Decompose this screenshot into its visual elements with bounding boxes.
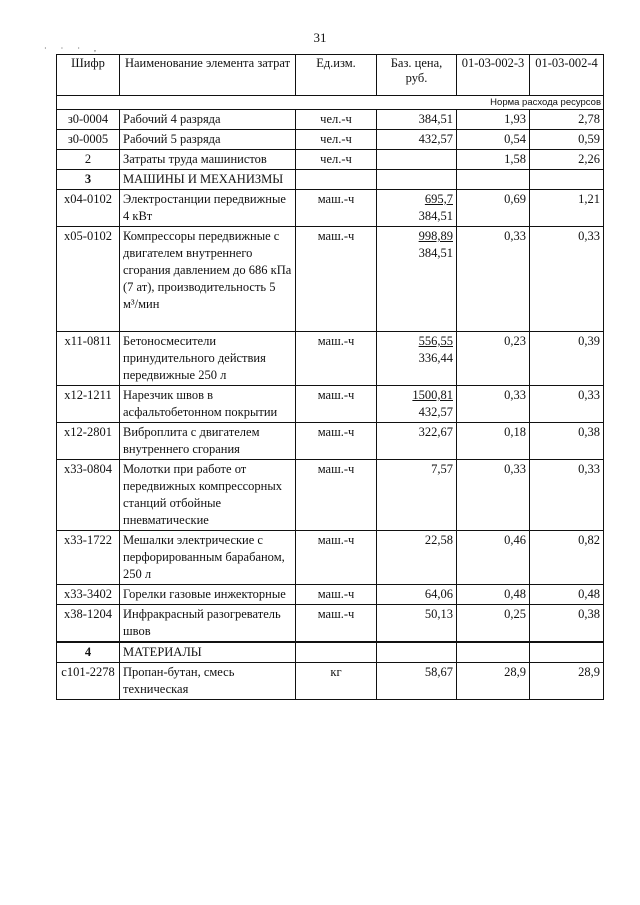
row-col-a: 0,33 bbox=[457, 460, 530, 531]
row-col-a: 0,48 bbox=[457, 585, 530, 605]
row-name: Бетоносмесители принудительного действия передвижные 250 л bbox=[120, 332, 296, 386]
header-name: Наименование элемента затрат bbox=[120, 55, 296, 96]
table-row bbox=[57, 605, 604, 643]
row-code: х05-0102 bbox=[57, 227, 120, 332]
row-name: Рабочий 5 разряда bbox=[120, 130, 296, 150]
row-col-a: 1,93 bbox=[457, 110, 530, 130]
row-code: 2 bbox=[57, 150, 120, 170]
header-unit: Ед.изм. bbox=[296, 55, 377, 96]
price-main: 998,89 bbox=[418, 229, 453, 243]
row-code: х33-3402 bbox=[57, 585, 120, 605]
row-price: 58,67 bbox=[377, 663, 457, 700]
row-unit: маш.-ч bbox=[296, 386, 377, 423]
header-price: Баз. цена, руб. bbox=[377, 55, 457, 96]
row-price: 322,67 bbox=[377, 423, 457, 460]
row-code: х12-1211 bbox=[57, 386, 120, 423]
norm-row bbox=[57, 96, 604, 110]
norm-label: Норма расхода ресурсов bbox=[57, 96, 604, 110]
row-col-b: 1,21 bbox=[530, 190, 604, 227]
row-price: 50,13 bbox=[377, 605, 457, 643]
row-col-b: 0,33 bbox=[530, 386, 604, 423]
row-code: х38-1204 bbox=[57, 605, 120, 643]
table-row bbox=[57, 130, 604, 150]
row-col-a: 0,18 bbox=[457, 423, 530, 460]
row-code: х33-0804 bbox=[57, 460, 120, 531]
scan-specks: · · · , bbox=[44, 44, 102, 53]
row-price: 432,57 bbox=[377, 130, 457, 150]
section-row bbox=[57, 170, 604, 190]
table-row bbox=[57, 110, 604, 130]
row-col-a: 0,23 bbox=[457, 332, 530, 386]
table-row bbox=[57, 531, 604, 585]
row-col-b: 0,82 bbox=[530, 531, 604, 585]
row-col-a: 0,33 bbox=[457, 386, 530, 423]
row-code: х33-1722 bbox=[57, 531, 120, 585]
row-price bbox=[377, 190, 457, 227]
price-sub: 384,51 bbox=[418, 246, 453, 260]
section-number: 3 bbox=[57, 170, 120, 190]
row-unit: маш.-ч bbox=[296, 605, 377, 643]
row-name: Инфракрасный разогреватель швов bbox=[120, 605, 296, 643]
row-col-a: 0,54 bbox=[457, 130, 530, 150]
row-col-b: 0,39 bbox=[530, 332, 604, 386]
row-col-a: 1,58 bbox=[457, 150, 530, 170]
price-sub: 432,57 bbox=[418, 405, 453, 419]
price-main: 556,55 bbox=[418, 334, 453, 348]
row-code: з0-0004 bbox=[57, 110, 120, 130]
row-col-b: 2,78 bbox=[530, 110, 604, 130]
row-name: Пропан-бутан, смесь техническая bbox=[120, 663, 296, 700]
price-main: 695,7 bbox=[424, 192, 453, 206]
row-col-b: 0,59 bbox=[530, 130, 604, 150]
row-col-a: 0,25 bbox=[457, 605, 530, 643]
table-row bbox=[57, 663, 604, 700]
price-sub: 336,44 bbox=[418, 351, 453, 365]
row-col-b: 0,33 bbox=[530, 460, 604, 531]
row-code: х12-2801 bbox=[57, 423, 120, 460]
table-row bbox=[57, 460, 604, 531]
row-code: х04-0102 bbox=[57, 190, 120, 227]
section-title: МАШИНЫ И МЕХАНИЗМЫ bbox=[120, 170, 296, 190]
row-name: Компрессоры передвижные с двигателем внутреннего сгорания давлением до 686 кПа (7 ат), производительность 5 м³/мин bbox=[120, 227, 296, 332]
table-row bbox=[57, 423, 604, 460]
row-name: Нарезчик швов в асфальтобетонном покрытии bbox=[120, 386, 296, 423]
row-price: 22,58 bbox=[377, 531, 457, 585]
price-main: 1500,81 bbox=[412, 388, 453, 402]
row-unit: чел.-ч bbox=[296, 110, 377, 130]
row-name: Мешалки электрические с перфорированным барабаном, 250 л bbox=[120, 531, 296, 585]
row-name: Рабочий 4 разряда bbox=[120, 110, 296, 130]
row-col-b: 0,33 bbox=[530, 227, 604, 332]
row-col-a: 0,33 bbox=[457, 227, 530, 332]
row-unit: маш.-ч bbox=[296, 531, 377, 585]
row-col-b: 0,38 bbox=[530, 423, 604, 460]
row-unit: кг bbox=[296, 663, 377, 700]
row-price bbox=[377, 386, 457, 423]
row-name: Электростанции передвижные 4 кВт bbox=[120, 190, 296, 227]
row-unit: маш.-ч bbox=[296, 190, 377, 227]
row-unit: маш.-ч bbox=[296, 227, 377, 332]
row-name: Затраты труда машинистов bbox=[120, 150, 296, 170]
row-unit: маш.-ч bbox=[296, 460, 377, 531]
row-price: 7,57 bbox=[377, 460, 457, 531]
table-row bbox=[57, 386, 604, 423]
section-number: 4 bbox=[57, 642, 120, 663]
section-title: МАТЕРИАЛЫ bbox=[120, 642, 296, 663]
table-row bbox=[57, 332, 604, 386]
price-sub: 384,51 bbox=[418, 209, 453, 223]
table-row bbox=[57, 150, 604, 170]
resource-rates-table bbox=[56, 54, 604, 700]
row-code: с101-2278 bbox=[57, 663, 120, 700]
header-col-b: 01-03-002-4 bbox=[530, 55, 604, 96]
row-col-a: 0,69 bbox=[457, 190, 530, 227]
row-price: 64,06 bbox=[377, 585, 457, 605]
row-col-b: 0,48 bbox=[530, 585, 604, 605]
table-row bbox=[57, 227, 604, 332]
row-col-a: 28,9 bbox=[457, 663, 530, 700]
row-price bbox=[377, 227, 457, 332]
row-code: х11-0811 bbox=[57, 332, 120, 386]
table-row bbox=[57, 585, 604, 605]
page-number: 31 bbox=[313, 30, 327, 45]
header-row bbox=[57, 55, 604, 96]
row-col-b: 0,38 bbox=[530, 605, 604, 643]
row-unit: маш.-ч bbox=[296, 423, 377, 460]
header-code: Шифр bbox=[57, 55, 120, 96]
row-code: з0-0005 bbox=[57, 130, 120, 150]
row-col-b: 2,26 bbox=[530, 150, 604, 170]
table-row bbox=[57, 190, 604, 227]
row-price bbox=[377, 150, 457, 170]
row-unit: чел.-ч bbox=[296, 130, 377, 150]
row-unit: чел.-ч bbox=[296, 150, 377, 170]
row-unit: маш.-ч bbox=[296, 585, 377, 605]
row-unit: маш.-ч bbox=[296, 332, 377, 386]
section-row bbox=[57, 642, 604, 663]
row-name: Виброплита с двигателем внутреннего сгорания bbox=[120, 423, 296, 460]
row-price bbox=[377, 332, 457, 386]
row-name: Молотки при работе от передвижных компрессорных станций отбойные пневматические bbox=[120, 460, 296, 531]
row-name: Горелки газовые инжекторные bbox=[120, 585, 296, 605]
row-col-a: 0,46 bbox=[457, 531, 530, 585]
row-col-b: 28,9 bbox=[530, 663, 604, 700]
row-price: 384,51 bbox=[377, 110, 457, 130]
header-col-a: 01-03-002-3 bbox=[457, 55, 530, 96]
